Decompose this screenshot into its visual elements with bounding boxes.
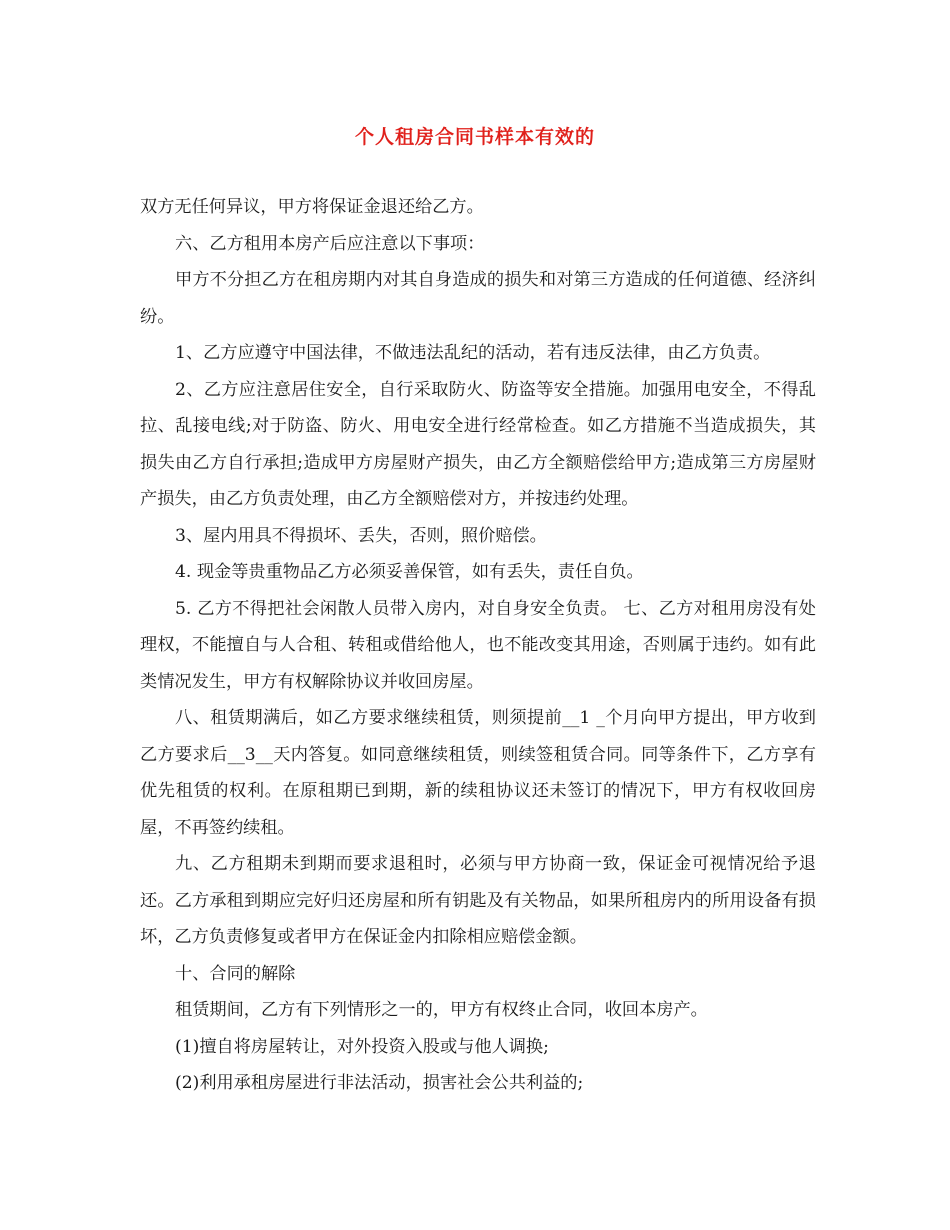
document-body (140, 189, 816, 1102)
document-paragraph: (1)擅自将房屋转让，对外投资入股或与他人调换; (175, 1036, 549, 1057)
document-paragraph: 双方无任何异议，甲方将保证金退还给乙方。 (140, 197, 484, 217)
document-paragraph: 1、乙方应遵守中国法律，不做违法乱纪的活动，若有违反法律，由乙方负责。 (175, 343, 771, 363)
document-paragraph: 5. 乙方不得把社会闲散人员带入房内，对自身安全负责。 七、乙方对租用房没有处理权，不能擅自与人合租、转租或借给他人，也不能改变其用途，否则属于违约。如有此类情况发生，甲方有权解除协议并收回房屋。 (140, 598, 816, 692)
document-title: 个人租房合同书样本有效的 (354, 126, 595, 148)
document-paragraph: 九、乙方租期未到期而要求退租时，必须与甲方协商一致，保证金可视情况给予退还。乙方承租到期应完好归还房屋和所有钥匙及有关物品，如果所租房内的所用设备有损坏，乙方负责修复或者甲方在保证金内扣除相应赔偿金额。 (140, 854, 816, 947)
document-paragraph: 八、租赁期满后，如乙方要求继续租赁，则须提前__1 _个月向甲方提出，甲方收到乙方要求后__3__天内答复。如同意继续租赁，则续签租赁合同。同等条件下，乙方享有优先租赁的权利。在原租期已到期，新的续租协议还未签订的情况下，甲方有权收回房屋，不再签约续租。 (140, 708, 816, 838)
document-paragraph: 六、乙方租用本房产后应注意以下事项： (175, 233, 485, 254)
document-paragraph: 3、屋内用具不得损坏、丢失，否则，照价赔偿。 (175, 525, 547, 546)
document-paragraph: 十、合同的解除 (175, 963, 296, 984)
document-paragraph: 4. 现金等贵重物品乙方必须妥善保管，如有丢失，责任自负。 (175, 562, 644, 582)
document-paragraph: 租赁期间，乙方有下列情形之一的，甲方有权终止合同，收回本房产。 (175, 1000, 708, 1020)
document-paragraph: (2)利用承租房屋进行非法活动，损害社会公共利益的; (175, 1073, 584, 1093)
document-paragraph: 甲方不分担乙方在租房期内对其自身造成的损失和对第三方造成的任何道德、经济纠纷。 (140, 270, 816, 327)
document-paragraph: 2、乙方应注意居住安全，自行采取防火、防盗等安全措施。加强用电安全，不得乱拉、乱接电线;对于防盗、防火、用电安全进行经常检查。如乙方措施不当造成损失，其损失由乙方自行承担;造成甲方房屋财产损失，由乙方全额赔偿给甲方;造成第三方房屋财产损失，由乙方负责处理，由乙方全额赔偿对方，并按违约处理。 (140, 379, 816, 509)
